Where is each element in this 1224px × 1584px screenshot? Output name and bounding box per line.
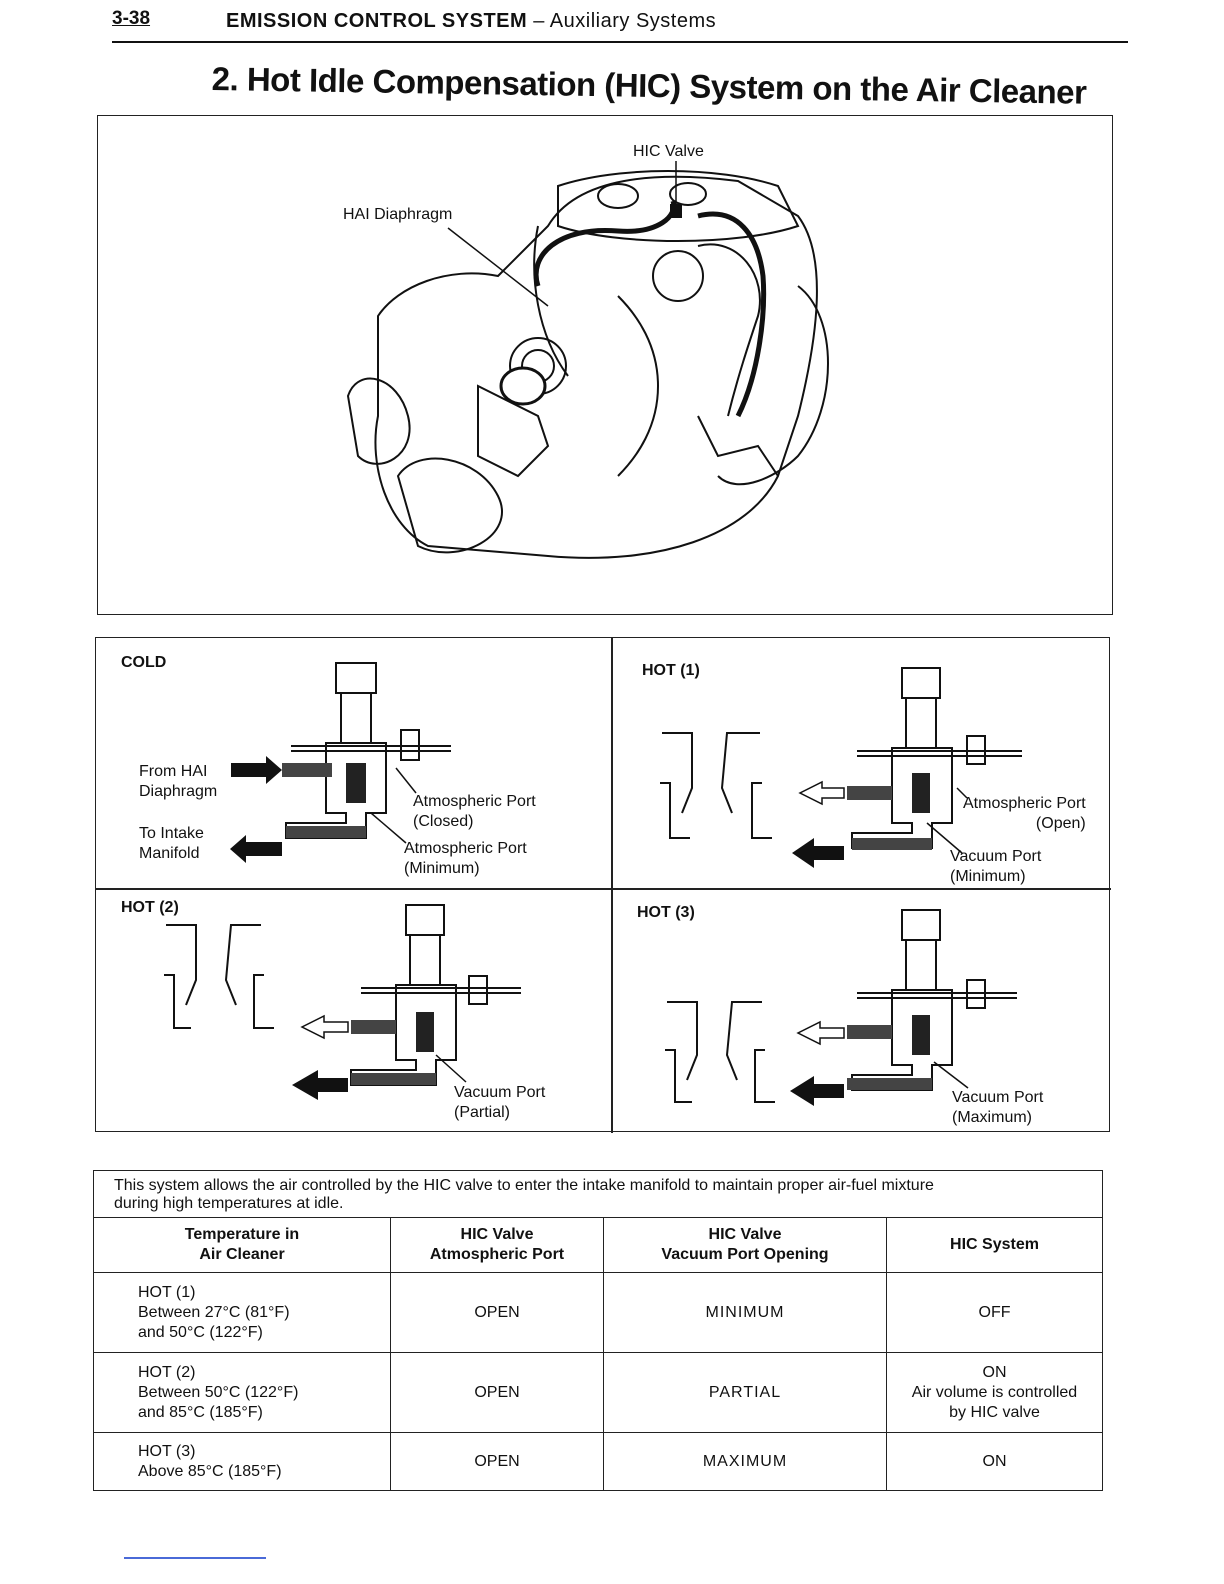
row3-temperature xyxy=(94,1433,391,1491)
hot3-vacuum-port-maximum-label xyxy=(952,1088,1043,1128)
section-header xyxy=(226,10,716,33)
page-title: 2. Hot Idle Compensation (HIC) System on the Air Cleaner xyxy=(211,60,1087,111)
cold-atmospheric-port-minimum-label xyxy=(404,839,527,879)
row3-vacuum-port: MAXIMUM xyxy=(604,1433,887,1491)
cold-atmospheric-port-closed-label xyxy=(413,792,536,832)
row2-system-line2: Air volume is controlled xyxy=(911,1383,1078,1401)
footer-rule xyxy=(124,1557,266,1559)
row2-system-line1: ON xyxy=(982,1363,1007,1381)
hot1-port1-line2: (Open) xyxy=(1035,815,1086,832)
hai-diaphragm-label: HAI Diaphragm xyxy=(343,206,453,223)
row2-temp-line3: and 85°C (185°F) xyxy=(138,1403,263,1421)
row2-atmospheric-port: OPEN xyxy=(391,1353,604,1433)
cold-to-intake-label xyxy=(139,824,204,864)
hic-system-table xyxy=(93,1170,1103,1491)
header-vac-line2: Vacuum Port Opening xyxy=(661,1246,829,1263)
hic-valve-label: HIC Valve xyxy=(633,143,704,160)
subsection-name: – Auxiliary Systems xyxy=(533,10,717,32)
panel-title-hot1: HOT (1) xyxy=(642,662,700,679)
description-line2: during high temperatures at idle. xyxy=(114,1195,344,1212)
description-line1: This system allows the air controlled by the HIC valve to enter the intake manifold to maintain proper air-fuel mixture xyxy=(114,1177,934,1194)
valve-panels xyxy=(95,637,1110,1132)
hot2-port-line1: Vacuum Port xyxy=(454,1084,546,1101)
header-vac-line1: HIC Valve xyxy=(708,1226,782,1243)
header-temperature-line2: Air Cleaner xyxy=(199,1246,285,1263)
cold-port1-line2: (Closed) xyxy=(413,813,474,830)
hot2-vacuum-port-partial-label xyxy=(454,1083,545,1123)
table-description-row xyxy=(94,1171,1103,1218)
hot1-port2-line1: Vacuum Port xyxy=(950,848,1042,865)
hot1-atmospheric-port-open-label xyxy=(963,794,1086,834)
cold-from-hai-line1: From HAI xyxy=(139,763,208,780)
cold-port1-line1: Atmospheric Port xyxy=(413,793,536,810)
row2-hic-system xyxy=(887,1353,1103,1433)
row2-system-line3: by HIC valve xyxy=(949,1403,1040,1421)
header-atm-line2: Atmospheric Port xyxy=(429,1246,565,1263)
row1-vacuum-port: MINIMUM xyxy=(604,1273,887,1353)
row1-temp-line3: and 50°C (122°F) xyxy=(138,1323,263,1341)
header-atm-line1: HIC Valve xyxy=(460,1226,534,1243)
header-system-line1: HIC System xyxy=(950,1236,1039,1253)
row1-system-line1: OFF xyxy=(978,1303,1011,1321)
row1-temperature xyxy=(94,1273,391,1353)
header-hic-system xyxy=(887,1218,1103,1273)
cold-from-hai-label xyxy=(139,762,217,802)
table-description xyxy=(94,1171,1103,1218)
cold-from-hai-line2: Diaphragm xyxy=(139,783,218,800)
row1-temp-line2: Between 27°C (81°F) xyxy=(138,1303,290,1321)
row2-temp-line1: HOT (2) xyxy=(138,1363,196,1381)
table-row xyxy=(94,1353,1103,1433)
header-vacuum-port xyxy=(604,1218,887,1273)
engine-figure xyxy=(97,115,1113,615)
row1-hic-system xyxy=(887,1273,1103,1353)
hot2-port-line2: (Partial) xyxy=(454,1104,511,1121)
row3-temp-line2: Above 85°C (185°F) xyxy=(138,1462,282,1480)
panel-title-hot3: HOT (3) xyxy=(637,904,695,921)
cold-to-intake-line1: To Intake xyxy=(139,825,204,842)
row1-atmospheric-port: OPEN xyxy=(391,1273,604,1353)
section-name: EMISSION CONTROL SYSTEM xyxy=(226,10,528,32)
hot1-port2-line2: (Minimum) xyxy=(950,868,1026,885)
panel-title-cold: COLD xyxy=(121,654,167,671)
row3-temp-line1: HOT (3) xyxy=(138,1442,196,1460)
panel-title-hot2: HOT (2) xyxy=(121,899,179,916)
row2-temperature xyxy=(94,1353,391,1433)
cold-port2-line2: (Minimum) xyxy=(404,860,480,877)
cold-port2-line1: Atmospheric Port xyxy=(404,840,527,857)
page-number: 3-38 xyxy=(112,8,151,29)
hot1-port1-line1: Atmospheric Port xyxy=(963,795,1086,812)
hot3-port-line2: (Maximum) xyxy=(952,1109,1032,1126)
row2-temp-line2: Between 50°C (122°F) xyxy=(138,1383,299,1401)
table-row xyxy=(94,1273,1103,1353)
table-header-row xyxy=(94,1218,1103,1273)
hot1-vacuum-port-minimum-label xyxy=(950,847,1041,887)
row3-system-line1: ON xyxy=(982,1452,1007,1470)
cold-to-intake-line2: Manifold xyxy=(139,845,200,862)
row3-atmospheric-port: OPEN xyxy=(391,1433,604,1491)
row2-vacuum-port: PARTIAL xyxy=(604,1353,887,1433)
header-temperature xyxy=(94,1218,391,1273)
header-rule xyxy=(112,41,1128,43)
hot3-port-line1: Vacuum Port xyxy=(952,1089,1044,1106)
header-atmospheric-port xyxy=(391,1218,604,1273)
header-temperature-line1: Temperature in xyxy=(184,1226,300,1243)
row3-hic-system xyxy=(887,1433,1103,1491)
engine-drawing xyxy=(98,116,1114,616)
table-row xyxy=(94,1433,1103,1491)
row1-temp-line1: HOT (1) xyxy=(138,1283,196,1301)
